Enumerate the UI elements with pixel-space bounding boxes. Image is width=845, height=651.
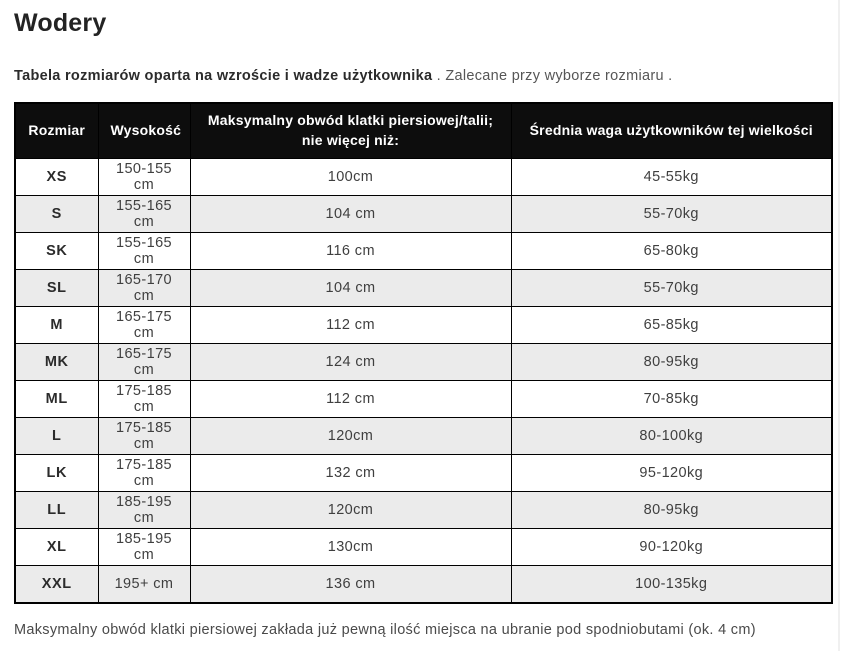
subtitle-bold-text: Tabela rozmiarów oparta na wzroście i wadze użytkownika bbox=[14, 68, 433, 84]
table-row bbox=[15, 566, 832, 604]
column-header: Wysokość bbox=[98, 103, 190, 159]
weight-cell: 80-95kg bbox=[511, 492, 832, 529]
weight-cell: 95-120kg bbox=[511, 455, 832, 492]
subtitle bbox=[14, 66, 831, 86]
size-cell: MK bbox=[15, 344, 98, 381]
table-row bbox=[15, 233, 832, 270]
size-table-body bbox=[15, 159, 832, 604]
weight-cell: 90-120kg bbox=[511, 529, 832, 566]
chest-cell: 116 cm bbox=[190, 233, 511, 270]
height-cell: 175-185 cm bbox=[98, 418, 190, 455]
size-cell: LK bbox=[15, 455, 98, 492]
table-row bbox=[15, 455, 832, 492]
header-row bbox=[15, 103, 832, 159]
page-title: Wodery bbox=[14, 9, 107, 37]
size-cell: L bbox=[15, 418, 98, 455]
size-cell: LL bbox=[15, 492, 98, 529]
chest-cell: 112 cm bbox=[190, 307, 511, 344]
height-cell: 165-175 cm bbox=[98, 344, 190, 381]
weight-cell: 100-135kg bbox=[511, 566, 832, 604]
chest-cell: 120cm bbox=[190, 492, 511, 529]
footnote: Maksymalny obwód klatki piersiowej zakłada już pewną ilość miejsca na ubranie pod spodniobutami (ok. 4 cm) bbox=[14, 622, 756, 638]
column-header: Rozmiar bbox=[15, 103, 98, 159]
column-header: Średnia waga użytkowników tej wielkości bbox=[511, 103, 832, 159]
height-cell: 155-165 cm bbox=[98, 196, 190, 233]
height-cell: 185-195 cm bbox=[98, 529, 190, 566]
weight-cell: 80-95kg bbox=[511, 344, 832, 381]
table-row bbox=[15, 492, 832, 529]
page-edge-divider bbox=[838, 0, 840, 651]
table-row bbox=[15, 270, 832, 307]
table-row bbox=[15, 196, 832, 233]
size-cell: ML bbox=[15, 381, 98, 418]
weight-cell: 65-80kg bbox=[511, 233, 832, 270]
table-row bbox=[15, 307, 832, 344]
table-row bbox=[15, 159, 832, 196]
weight-cell: 55-70kg bbox=[511, 196, 832, 233]
height-cell: 175-185 cm bbox=[98, 381, 190, 418]
size-cell: S bbox=[15, 196, 98, 233]
size-cell: XXL bbox=[15, 566, 98, 604]
chest-cell: 136 cm bbox=[190, 566, 511, 604]
weight-cell: 65-85kg bbox=[511, 307, 832, 344]
height-cell: 175-185 cm bbox=[98, 455, 190, 492]
size-cell: XS bbox=[15, 159, 98, 196]
table-row bbox=[15, 529, 832, 566]
chest-cell: 100cm bbox=[190, 159, 511, 196]
subtitle-note-text: . Zalecane przy wyborze rozmiaru . bbox=[432, 68, 673, 84]
size-table-header bbox=[15, 103, 832, 159]
chest-cell: 104 cm bbox=[190, 196, 511, 233]
weight-cell: 80-100kg bbox=[511, 418, 832, 455]
height-cell: 155-165 cm bbox=[98, 233, 190, 270]
weight-cell: 55-70kg bbox=[511, 270, 832, 307]
height-cell: 195+ cm bbox=[98, 566, 190, 604]
chest-cell: 104 cm bbox=[190, 270, 511, 307]
size-cell: M bbox=[15, 307, 98, 344]
table-row bbox=[15, 418, 832, 455]
chest-cell: 120cm bbox=[190, 418, 511, 455]
size-table bbox=[14, 102, 833, 604]
size-cell: XL bbox=[15, 529, 98, 566]
chest-cell: 112 cm bbox=[190, 381, 511, 418]
chest-cell: 124 cm bbox=[190, 344, 511, 381]
height-cell: 165-170 cm bbox=[98, 270, 190, 307]
size-cell: SK bbox=[15, 233, 98, 270]
table-row bbox=[15, 344, 832, 381]
column-header: Maksymalny obwód klatki piersiowej/talii; nie więcej niż: bbox=[190, 103, 511, 159]
weight-cell: 70-85kg bbox=[511, 381, 832, 418]
weight-cell: 45-55kg bbox=[511, 159, 832, 196]
chest-cell: 132 cm bbox=[190, 455, 511, 492]
height-cell: 185-195 cm bbox=[98, 492, 190, 529]
table-row bbox=[15, 381, 832, 418]
height-cell: 150-155 cm bbox=[98, 159, 190, 196]
height-cell: 165-175 cm bbox=[98, 307, 190, 344]
chest-cell: 130cm bbox=[190, 529, 511, 566]
size-cell: SL bbox=[15, 270, 98, 307]
